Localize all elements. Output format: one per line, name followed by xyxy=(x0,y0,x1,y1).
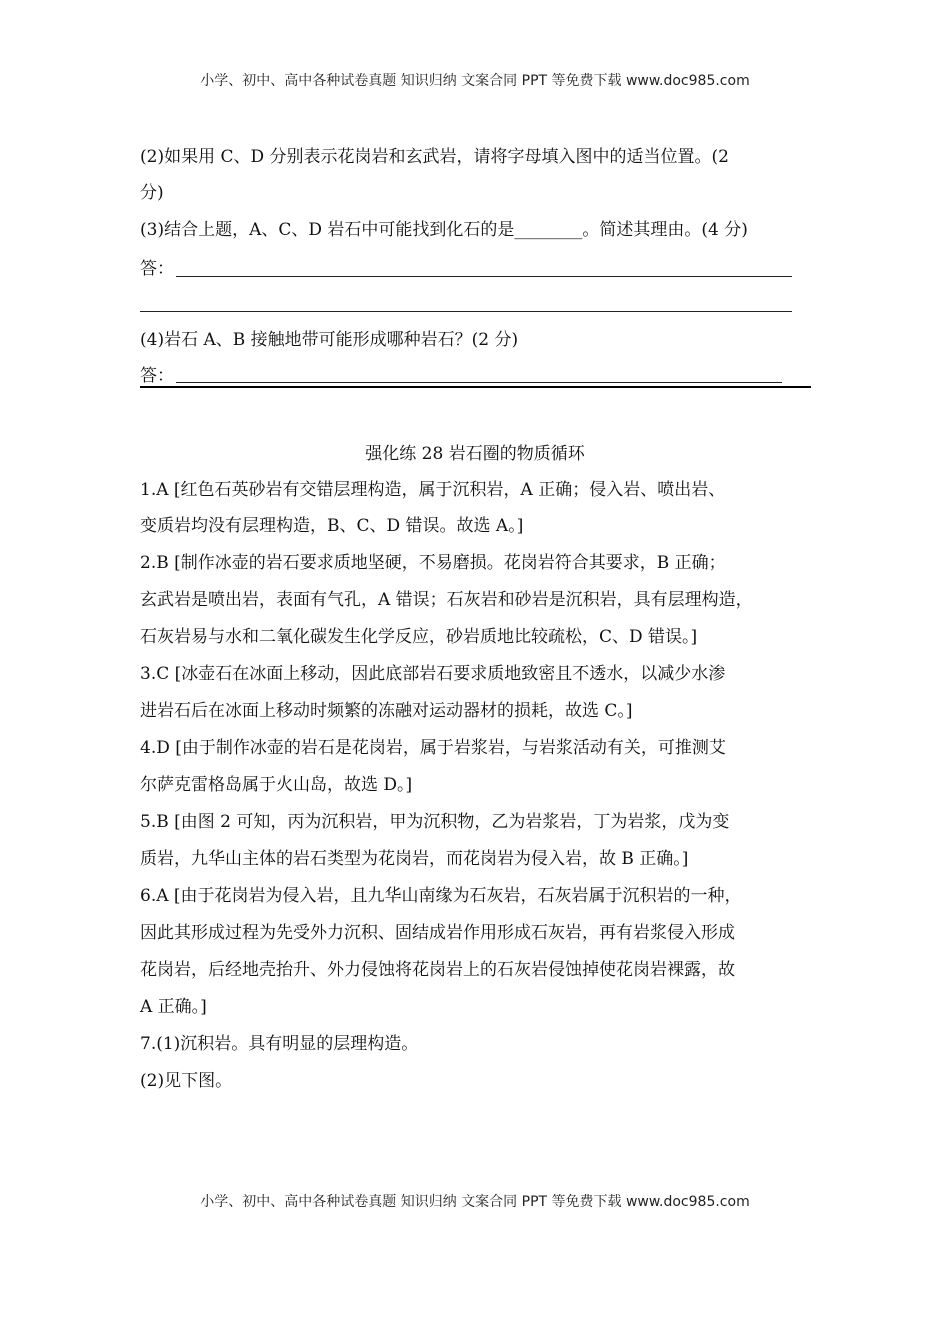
answer-3-line-2: 进岩石后在冰面上移动时频繁的冻融对运动器材的损耗，故选 C。] xyxy=(140,701,633,721)
answer-4-line-1: 4.D [由于制作冰壶的岩石是花岗岩，属于岩浆岩，与岩浆活动有关，可推测艾 xyxy=(140,738,726,758)
answer-7-line-1: 7.(1)沉积岩。具有明显的层理构造。 xyxy=(140,1034,419,1054)
section-title: 强化练 28 岩石圈的物质循环 xyxy=(365,444,585,464)
question-2-line-1: (2)如果用 C、D 分别表示花岗岩和玄武岩，请将字母填入图中的适当位置。(2 xyxy=(140,147,729,167)
answer-6-line-1: 6.A [由于花岗岩为侵入岩，且九华山南缘为石灰岩，石灰岩属于沉积岩的一种， xyxy=(140,886,742,906)
answer-blank-line xyxy=(140,311,792,312)
answer-1-line-2: 变质岩均没有层理构造，B、C、D 错误。故选 A。] xyxy=(140,516,524,536)
answer-2-line-3: 石灰岩易与水和二氧化碳发生化学反应，砂岩质地比较疏松，C、D 错误。] xyxy=(140,627,698,647)
answer-3-line-1: 3.C [冰壶石在冰面上移动，因此底部岩石要求质地致密且不透水，以减少水渗 xyxy=(140,664,726,684)
question-4-line-1: (4)岩石 A、B 接触地带可能形成哪种岩石？(2 分) xyxy=(140,330,519,350)
answer-6-line-4: A 正确。] xyxy=(140,997,207,1017)
answer-blank-line xyxy=(176,382,782,383)
section-divider xyxy=(140,386,811,388)
answer-5-line-2: 质岩，九华山主体的岩石类型为花岗岩，而花岗岩为侵入岩，故 B 正确。] xyxy=(140,849,689,869)
answer-7-line-2: (2)见下图。 xyxy=(140,1071,233,1091)
question-2-line-2: 分) xyxy=(140,183,164,203)
answer-blank-line xyxy=(176,276,792,277)
answer-6-line-3: 花岗岩，后经地壳抬升、外力侵蚀将花岗岩上的石灰岩侵蚀掉使花岗岩裸露，故 xyxy=(140,960,735,980)
question-3-line-1: (3)结合上题，A、C、D 岩石中可能找到化石的是________。简述其理由。(4 分) xyxy=(140,220,748,240)
answer-1-line-1: 1.A [红色石英砂岩有交错层理构造，属于沉积岩，A 正确；侵入岩、喷出岩、 xyxy=(140,480,726,500)
page-header: 小学、初中、高中各种试卷真题 知识归纳 文案合同 PPT 等免费下载 www.doc985.com xyxy=(200,73,750,89)
answer-4-line-2: 尔萨克雷格岛属于火山岛，故选 D。] xyxy=(140,775,413,795)
answer-5-line-1: 5.B [由图 2 可知，丙为沉积岩，甲为沉积物，乙为岩浆岩，丁为岩浆，戊为变 xyxy=(140,812,730,832)
question-4-answer-label: 答： xyxy=(140,366,174,386)
answer-6-line-2: 因此其形成过程为先受外力沉积、固结成岩作用形成石灰岩，再有岩浆侵入形成 xyxy=(140,923,735,943)
answer-2-line-2: 玄武岩是喷出岩，表面有气孔，A 错误；石灰岩和砂岩是沉积岩，具有层理构造， xyxy=(140,590,753,610)
question-3-answer-label: 答： xyxy=(140,259,174,279)
page-footer: 小学、初中、高中各种试卷真题 知识归纳 文案合同 PPT 等免费下载 www.doc985.com xyxy=(200,1194,750,1210)
answer-2-line-1: 2.B [制作冰壶的岩石要求质地坚硬，不易磨损。花岗岩符合其要求，B 正确； xyxy=(140,553,726,573)
